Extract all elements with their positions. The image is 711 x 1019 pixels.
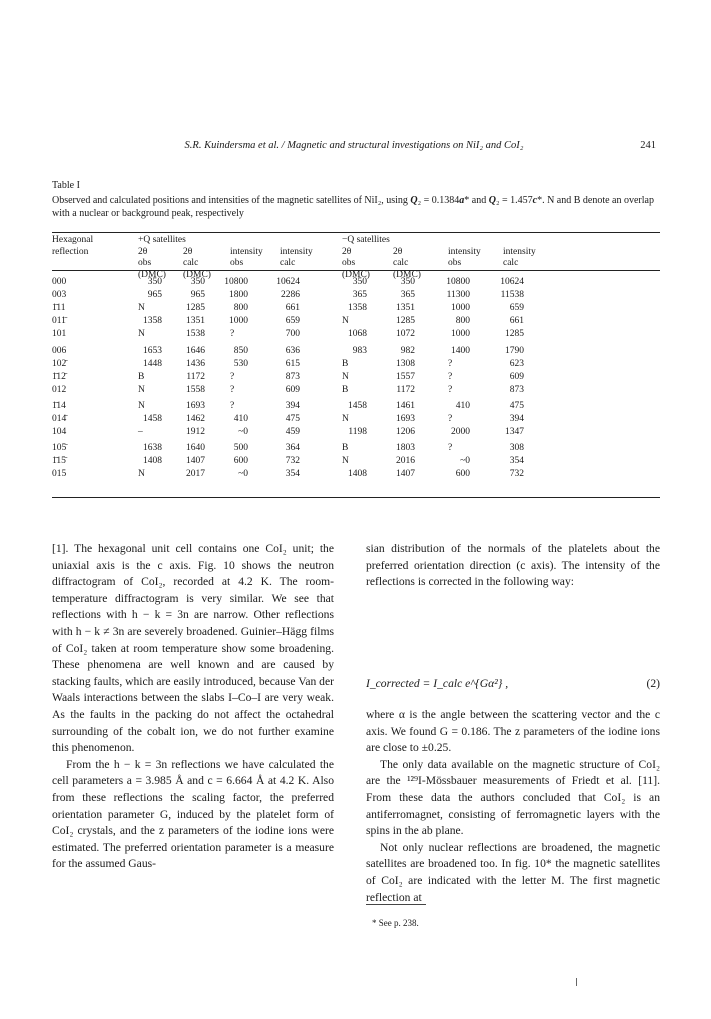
table-cell: 1̄11	[52, 303, 66, 314]
table-bottom-rule	[52, 497, 660, 498]
table-cell: 1285	[186, 303, 205, 314]
caption-part: ₂ = 1.457	[495, 195, 533, 206]
minus-q-satellites-header: −Q satellites	[342, 235, 390, 245]
table-cell: N	[342, 456, 349, 467]
table-cell: B	[138, 371, 145, 382]
table-cell: 1400	[451, 345, 470, 356]
table-cell: 2017	[186, 469, 205, 480]
column-header: calc	[393, 258, 409, 268]
table-cell: 1172	[186, 371, 205, 382]
table-cell: 1072	[396, 329, 415, 340]
table-cell: B	[342, 384, 349, 395]
caption-part: * and	[464, 195, 489, 206]
table-cell: ~0	[460, 456, 470, 467]
header-rule	[52, 270, 660, 271]
table-cell: 003	[52, 290, 67, 301]
table-cell: 475	[509, 400, 524, 411]
column-header: obs	[448, 258, 462, 268]
table-cell: 1̄12̄	[52, 371, 66, 382]
table-cell: 615	[285, 358, 300, 369]
table-cell: 1206	[396, 427, 415, 438]
table-cell: 732	[285, 456, 300, 467]
table-cell: 012	[52, 384, 67, 395]
table-cell: 1653	[143, 345, 162, 356]
table-cell: 11300	[446, 290, 470, 301]
table-cell: 1458	[348, 400, 367, 411]
column-header: obs	[138, 258, 152, 268]
table-cell: N	[138, 329, 145, 340]
table-cell: ?	[230, 400, 235, 411]
column-header: 2θ	[342, 246, 352, 257]
table-cell: N	[138, 384, 145, 395]
column-header: calc	[503, 258, 519, 268]
column-header: obs	[342, 258, 356, 268]
table-cell: 1068	[348, 329, 367, 340]
table-cell: ?	[448, 358, 453, 369]
table-cell: ?	[448, 371, 453, 382]
table-cell: 394	[509, 414, 524, 424]
column-header: intensity	[230, 246, 263, 257]
table-cell: 365	[400, 290, 415, 301]
footnote: * See p. 238.	[372, 918, 419, 928]
table-cell: 636	[285, 345, 300, 356]
table-cell: 1436	[186, 358, 205, 369]
table-cell: N	[138, 469, 145, 480]
table-cell: 1638	[143, 443, 162, 454]
table-cell: 800	[455, 316, 470, 327]
column-header: intensity	[448, 246, 481, 257]
table-cell: 600	[455, 469, 470, 480]
table-cell: 1408	[348, 469, 367, 480]
column-header: calc	[280, 258, 296, 268]
table-cell: 000	[52, 277, 67, 287]
table-cell: 015	[52, 469, 67, 480]
table-cell: 308	[509, 443, 524, 454]
table-cell: 2286	[281, 290, 300, 301]
column-header: intensity	[503, 246, 536, 257]
table-cell: 350	[147, 277, 162, 287]
table-cell: –	[138, 427, 143, 438]
column-header: (DMC)	[393, 269, 421, 280]
table-cell: 011̄	[52, 316, 66, 327]
table-cell: 1̄14	[52, 400, 66, 411]
caption-part: c	[532, 195, 538, 206]
column-header: obs	[230, 258, 244, 268]
caption-part: ₂ = 0.1384	[417, 195, 460, 206]
table-cell: 659	[509, 303, 524, 314]
table-cell: 609	[285, 384, 300, 395]
table-cell: 609	[509, 371, 524, 382]
table-cell: 410	[455, 400, 470, 411]
table-cell: ?	[230, 384, 235, 395]
table-cell: 1351	[396, 303, 415, 314]
table-cell: 1640	[186, 443, 205, 454]
right-paragraph-intro: sian distribution of the normals of the platelets about the preferred orientation direction (c axis). The intensity of the reflections is corrected in the following way:	[366, 542, 660, 589]
table-cell: 1198	[348, 427, 367, 438]
equation-text: I_corrected = I_calc e^{Gα²} ,	[366, 677, 509, 690]
running-head	[52, 140, 656, 156]
table-cell: 006	[52, 345, 67, 356]
table-cell: 350	[190, 277, 205, 287]
page-number: 241	[640, 140, 656, 151]
table-cell: 1800	[229, 290, 248, 301]
table-cell: 1358	[143, 316, 162, 327]
running-head-title: S.R. Kuindersma et al. / Magnetic and structural investigations on NiI₂ and CoI₂	[184, 140, 524, 151]
table-cell: N	[342, 414, 349, 424]
table-cell: 873	[509, 384, 524, 395]
table-cell: 1000	[451, 329, 470, 340]
equation-number: (2)	[646, 677, 660, 690]
table-cell: 850	[233, 345, 248, 356]
table-cell: 11538	[500, 290, 524, 301]
table-cell: B	[342, 358, 349, 369]
column-header: calc	[183, 258, 199, 268]
table-cell: 459	[285, 427, 300, 438]
table-cell: 410	[233, 414, 248, 424]
table-cell: 014̄	[52, 414, 67, 424]
table-cell: 965	[190, 290, 205, 301]
table-cell: N	[342, 371, 349, 382]
table-cell: 475	[285, 414, 300, 424]
column-header: Hexagonal	[52, 235, 94, 245]
table-cell: 659	[285, 316, 300, 327]
table-cell: 2016	[396, 456, 415, 467]
table-cell: 600	[233, 456, 248, 467]
left-column	[52, 541, 334, 873]
table-cell: 365	[352, 290, 367, 301]
table-cell: B	[342, 443, 349, 454]
table-cell: 530	[233, 358, 248, 369]
table-cell: 10624	[276, 277, 300, 287]
table-cell: 623	[509, 358, 524, 369]
table-cell: 1558	[186, 384, 205, 395]
right-column-bottom	[366, 707, 660, 906]
table-cell: 873	[285, 371, 300, 382]
table-cell: ?	[448, 414, 453, 424]
table-cell: 1458	[143, 414, 162, 424]
table-cell: 1912	[186, 427, 205, 438]
table-cell: 1351	[186, 316, 205, 327]
table-cell: 1646	[186, 345, 205, 356]
table-cell: 10800	[446, 277, 470, 287]
table-cell: 1000	[451, 303, 470, 314]
right-paragraph-2: The only data available on the magnetic structure of CoI₂ are the ¹²⁹I-Mössbauer measurements of Friedt et al. [11]. From these data the authors concluded that CoI₂ is an antiferromagnet, consisting of ferromagnetic layers with the spins in the ab plane.	[366, 757, 660, 838]
caption-part: *. N and B denote an overlap with a nuclear or background peak, respectively	[52, 195, 654, 219]
footnote-rule	[366, 904, 426, 905]
plus-q-satellites-header: +Q satellites	[138, 235, 186, 245]
table-cell: 105̄	[52, 443, 67, 454]
table-cell: 965	[147, 290, 162, 301]
table-cell: 1693	[186, 400, 205, 411]
table-cell: ?	[230, 371, 235, 382]
table-caption	[52, 195, 660, 220]
column-header: reflection	[52, 246, 89, 257]
table-cell: 800	[233, 303, 248, 314]
table-cell: N	[342, 316, 349, 327]
table-cell: 700	[285, 329, 300, 340]
column-header: (DMC)	[342, 269, 370, 280]
table-cell: ?	[448, 384, 453, 395]
table-cell: 354	[285, 469, 300, 480]
caption-part: Q	[410, 195, 418, 206]
table-cell: N	[138, 303, 145, 314]
table-cell: 2000	[451, 427, 470, 438]
table-cell: 1461	[396, 400, 415, 411]
table-cell: 1448	[143, 358, 162, 369]
table-cell: ?	[448, 443, 453, 454]
table-cell: 1538	[186, 329, 205, 340]
column-header: (DMC)	[183, 269, 211, 280]
table-top-rule	[52, 232, 660, 233]
table-cell: 102̄	[52, 358, 67, 369]
table-cell: 1557	[396, 371, 415, 382]
table-cell: ~0	[238, 469, 248, 480]
column-header: 2θ	[138, 246, 148, 257]
table-cell: 364	[285, 443, 300, 454]
table-cell: 394	[285, 400, 300, 411]
column-header: intensity	[280, 246, 313, 257]
right-paragraph-1: where α is the angle between the scattering vector and the c axis. We found G = 0.186. The z parameters of the iodine ions are close to ±0.25.	[366, 708, 660, 755]
table-cell: 1790	[505, 345, 524, 356]
table-cell: 1803	[396, 443, 415, 454]
equation	[366, 677, 660, 695]
table-cell: 1407	[396, 469, 415, 480]
table-cell: 732	[509, 469, 524, 480]
table-cell: 1693	[396, 414, 415, 424]
table-cell: 1408	[143, 456, 162, 467]
table-cell: 500	[233, 443, 248, 454]
table-cell: 10624	[500, 277, 524, 287]
table-label: Table I	[52, 180, 80, 191]
table-cell: N	[138, 400, 145, 411]
table-cell: 1347	[505, 427, 524, 438]
table-cell: 661	[285, 303, 300, 314]
table-cell: 982	[400, 345, 415, 356]
table-cell: ?	[230, 329, 235, 340]
right-column-top	[366, 541, 660, 591]
table-cell: 101	[52, 329, 67, 340]
column-header: 2θ	[393, 246, 403, 257]
table-cell: 350	[352, 277, 367, 287]
table-cell: 354	[509, 456, 524, 467]
table-cell: 983	[352, 345, 367, 356]
table-cell: 1358	[348, 303, 367, 314]
left-paragraph-2: From the h − k = 3n reflections we have calculated the cell parameters a = 3.985 Å and c = 6.664 Å at 4.2 K. Also from these reflections the scaling factor, the preferred orientation parameter G, induced by the platelet form of CoI₂ crystals, and the z parameters of the iodine ions were estimated. The preferred orientation parameter is a measure for the assumed Gaus-	[52, 757, 334, 871]
column-header: (DMC)	[138, 269, 166, 280]
caption-part: a	[459, 195, 465, 206]
table-cell: 661	[509, 316, 524, 327]
table-cell: ~0	[238, 427, 248, 438]
table-cell: 1172	[396, 384, 415, 395]
table-cell: 10800	[224, 277, 248, 287]
table-cell: 1407	[186, 456, 205, 467]
table-cell: 1462	[186, 414, 205, 424]
table-cell: 1308	[396, 358, 415, 369]
table-cell: 1̄15̄	[52, 456, 66, 467]
table-cell: 1000	[229, 316, 248, 327]
column-header: 2θ	[183, 246, 193, 257]
left-paragraph-1: [1]. The hexagonal unit cell contains one CoI₂ unit; the uniaxial axis is the c axis. Fig. 10 shows the neutron diffractogram of CoI₂, recorded at 4.2 K. The room-temperature diffractogram is very similar. We see that reflections with h − k = 3n are narrow. Other reflections with h − k ≠ 3n are severely broadened. Guinier–Hägg films of CoI₂ taken at room temperature show some broadening. These phenomena are well known and are caused by stacking faults, which are easily introduced, because Van der Waals interactions between the slabs I–Co–I are very weak. As the faults in the packing do not affect the octahedral surrounding of the cobalt ion, we do not further examine this phenomenon.	[52, 542, 334, 755]
table-cell: 104	[52, 427, 67, 438]
page-mark	[576, 978, 577, 986]
table-cell: 1285	[396, 316, 415, 327]
caption-part: Q	[488, 195, 496, 206]
table-cell: 1285	[505, 329, 524, 340]
table-cell: 350	[400, 277, 415, 287]
caption-part: Observed and calculated positions and intensities of the magnetic satellites of NiI₂, using	[52, 195, 411, 206]
right-paragraph-3: Not only nuclear reflections are broadened, the magnetic satellites are broadened too. In fig. 10* the magnetic satellites of CoI₂ are indicated with the letter M. The first magnetic reflection at	[366, 840, 660, 904]
